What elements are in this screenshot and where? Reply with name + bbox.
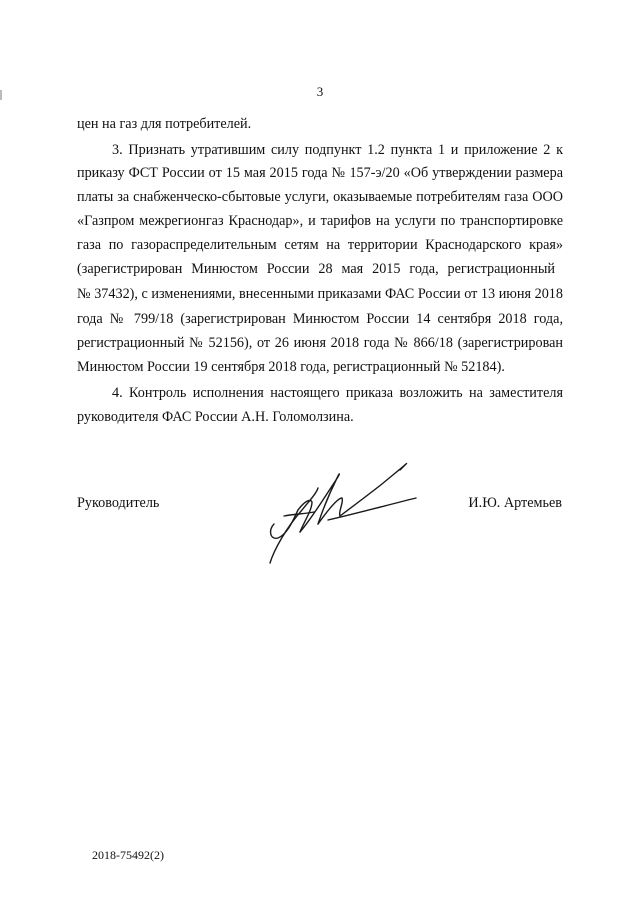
paragraph-3-line: регистрационный № 52156), от 26 июня 2018 года № 866/18 (зарегистрирован <box>77 335 563 351</box>
paragraph-4-line: руководителя ФАС России А.Н. Голомолзина. <box>77 409 354 425</box>
document-code: 2018-75492(2) <box>92 848 164 862</box>
handwritten-signature <box>264 458 424 566</box>
signature-position-label: Руководитель <box>77 495 160 511</box>
paragraph-3-line: (зарегистрирован Минюстом России 28 мая 2015 года, регистрационный <box>77 261 555 277</box>
paragraph-3-line: приказу ФСТ России от 15 мая 2015 года № 157-э/20 «Об утверждении размера <box>77 165 563 181</box>
paragraph-3-line: Минюстом России 19 сентября 2018 года, регистрационный № 52184). <box>77 359 505 375</box>
signer-name: И.Ю. Артемьев <box>468 495 562 511</box>
paragraph-3-line: № 37432), с изменениями, внесенными приказами ФАС России от 13 июня 2018 <box>77 286 563 302</box>
paragraph-4-line: 4. Контроль исполнения настоящего приказа возложить на заместителя <box>112 385 563 401</box>
paragraph-3-line: платы за снабженческо-сбытовые услуги, оказываемые потребителям газа ООО <box>77 189 563 205</box>
paragraph-3-line: газа по газораспределительным сетям на территории Краснодарского края» <box>77 237 563 253</box>
paragraph-3-line: года № 799/18 (зарегистрирован Минюстом России 14 сентября 2018 года, <box>77 311 563 327</box>
body-line: цен на газ для потребителей. <box>77 116 252 132</box>
page-number: 3 <box>316 84 324 99</box>
paragraph-3-line: «Газпром межрегионгаз Краснодар», и тарифов на услуги по транспортировке <box>77 213 563 229</box>
paragraph-3-line: 3. Признать утратившим силу подпункт 1.2 пункта 1 и приложение 2 к <box>112 142 563 158</box>
